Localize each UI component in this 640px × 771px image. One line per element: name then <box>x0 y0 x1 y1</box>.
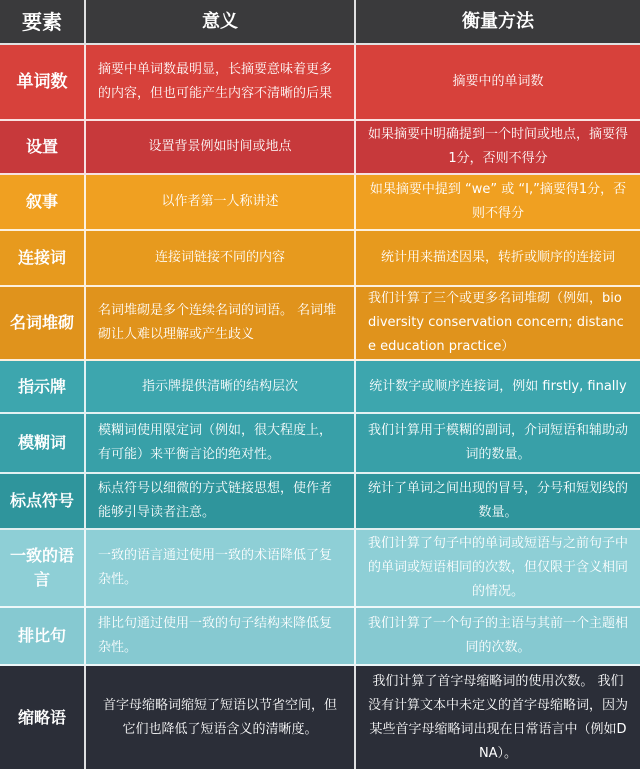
row-7-measure: 我们计算用于模糊的副词，介词短语和辅助动词的数量。 <box>354 414 640 474</box>
row-5-measure: 我们计算了三个或更多名词堆砌（例如，biodiversity conservation concern; distance education practice） <box>354 287 640 361</box>
header-factor: 要素 <box>0 0 84 45</box>
row-8-meaning: 标点符号以细微的方式链接思想，使作者能够引导读者注意。 <box>84 474 354 530</box>
row-4-meaning: 连接词链接不同的内容 <box>84 231 354 287</box>
row-4-measure: 统计用来描述因果，转折或顺序的连接词 <box>354 231 640 287</box>
row-11-measure: 我们计算了首字母缩略词的使用次数。 我们没有计算文本中未定义的首字母缩略词，因为某些首字母缩略词出现在日常语言中（例如DNA）。 <box>354 666 640 769</box>
row-11-meaning: 首字母缩略词缩短了短语以节省空间，但它们也降低了短语含义的清晰度。 <box>84 666 354 769</box>
row-2-meaning: 设置背景例如时间或地点 <box>84 121 354 175</box>
row-4-factor: 连接词 <box>0 231 84 287</box>
row-6-measure: 统计数字或顺序连接词，例如 firstly, finally <box>354 361 640 414</box>
row-9-meaning: 一致的语言通过使用一致的术语降低了复杂性。 <box>84 530 354 608</box>
row-9-measure: 我们计算了句子中的单词或短语与之前句子中的单词或短语相同的次数，但仅限于含义相同的情况。 <box>354 530 640 608</box>
row-8-measure: 统计了单词之间出现的冒号，分号和短划线的数量。 <box>354 474 640 530</box>
row-7-factor: 模糊词 <box>0 414 84 474</box>
row-10-measure: 我们计算了一个句子的主语与其前一个主题相同的次数。 <box>354 608 640 666</box>
row-5-factor: 名词堆砌 <box>0 287 84 361</box>
row-9-factor: 一致的语言 <box>0 530 84 608</box>
row-3-meaning: 以作者第一人称讲述 <box>84 175 354 231</box>
row-1-measure: 摘要中的单词数 <box>354 45 640 121</box>
row-3-measure: 如果摘要中提到 “we” 或 “I,”摘要得1分，否则不得分 <box>354 175 640 231</box>
header-meaning: 意义 <box>84 0 354 45</box>
row-2-measure: 如果摘要中明确提到一个时间或地点，摘要得1分，否则不得分 <box>354 121 640 175</box>
row-6-factor: 指示牌 <box>0 361 84 414</box>
header-measure: 衡量方法 <box>354 0 640 45</box>
row-8-factor: 标点符号 <box>0 474 84 530</box>
row-2-factor: 设置 <box>0 121 84 175</box>
row-1-factor: 单词数 <box>0 45 84 121</box>
row-3-factor: 叙事 <box>0 175 84 231</box>
row-11-factor: 缩略语 <box>0 666 84 769</box>
row-5-meaning: 名词堆砌是多个连续名词的词语。 名词堆砌让人难以理解或产生歧义 <box>84 287 354 361</box>
row-1-meaning: 摘要中单词数最明显，长摘要意味着更多的内容，但也可能产生内容不清晰的后果 <box>84 45 354 121</box>
row-10-factor: 排比句 <box>0 608 84 666</box>
row-7-meaning: 模糊词使用限定词（例如，很大程度上，有可能）来平衡言论的绝对性。 <box>84 414 354 474</box>
row-10-meaning: 排比句通过使用一致的句子结构来降低复杂性。 <box>84 608 354 666</box>
row-6-meaning: 指示牌提供清晰的结构层次 <box>84 361 354 414</box>
